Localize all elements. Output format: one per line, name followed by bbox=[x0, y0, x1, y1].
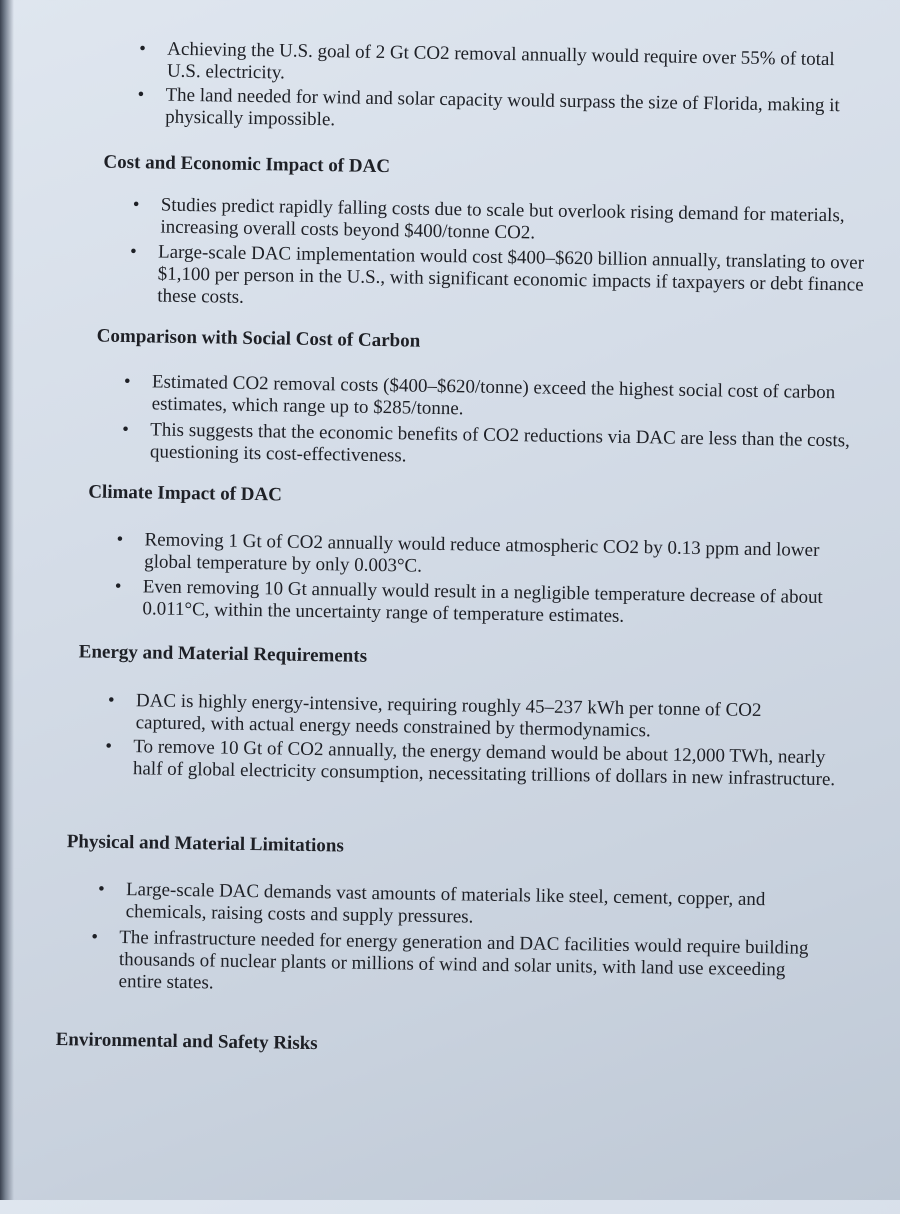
list-item bbox=[122, 418, 851, 474]
bullet-icon: • bbox=[107, 689, 115, 711]
bullet-text: Large-scale DAC implementation would cost $400–$620 billion annually, translating to over $1,100 per person in the U.S., with significant economic impacts if taxpayers or debt finance these costs. bbox=[157, 241, 865, 308]
bullet-text: The land needed for wind and solar capacity would surpass the size of Florida, making it physically impossible. bbox=[165, 84, 840, 131]
bullet-text: Large-scale DAC demands vast amounts of materials like steel, cement, copper, and chemicals, raising costs and supply pressures. bbox=[125, 879, 766, 928]
bullet-text: Estimated CO2 removal costs ($400–$620/tonne) exceed the highest social cost of carbon estimates, which range up to $285/tonne. bbox=[151, 371, 836, 420]
bullet-icon: • bbox=[91, 926, 99, 948]
bullet-icon: • bbox=[122, 418, 130, 441]
section-heading: Environmental and Safety Risks bbox=[55, 1029, 318, 1055]
bullet-icon: • bbox=[97, 878, 105, 900]
section-heading: Cost and Economic Impact of DAC bbox=[103, 151, 391, 178]
bullet-text: The infrastructure needed for energy generation and DAC facilities would require building thousands of nuclear plants or millions of wind and solar units, with land use exceeding entire states. bbox=[118, 926, 809, 994]
section-heading: Energy and Material Requirements bbox=[78, 641, 368, 667]
bullet-icon: • bbox=[114, 575, 122, 597]
list-item bbox=[116, 528, 855, 584]
section-heading: Comparison with Social Cost of Carbon bbox=[96, 325, 421, 352]
list-item bbox=[97, 878, 827, 934]
list-item bbox=[114, 575, 858, 631]
bullet-text: Even removing 10 Gt annually would result in a negligible temperature decrease of about 0.011°C, within the uncertainty range of temperature estimates. bbox=[142, 576, 823, 627]
section-heading: Physical and Material Limitations bbox=[66, 831, 344, 857]
bullet-text: Removing 1 Gt of CO2 annually would reduce atmospheric CO2 by 0.13 ppm and lower global temperature by only 0.003°C. bbox=[144, 529, 820, 577]
list-item bbox=[139, 38, 858, 94]
list-item bbox=[132, 194, 861, 250]
bullet-icon: • bbox=[137, 84, 145, 106]
bullet-text: This suggests that the economic benefits of CO2 reductions via DAC are less than the costs, questioning its cost-effectiveness. bbox=[149, 419, 851, 467]
list-item bbox=[129, 241, 868, 319]
bullet-icon: • bbox=[105, 735, 113, 757]
list-item bbox=[105, 735, 846, 791]
list-item bbox=[123, 370, 862, 426]
bullet-icon: • bbox=[132, 194, 140, 216]
bullet-icon: • bbox=[123, 370, 131, 393]
bullet-text: Achieving the U.S. goal of 2 Gt CO2 removal annually would require over 55% of total U.S. electricity. bbox=[166, 38, 835, 84]
list-item bbox=[91, 926, 831, 1004]
bullet-icon: • bbox=[116, 528, 124, 551]
section-heading: Climate Impact of DAC bbox=[88, 481, 283, 506]
list-item bbox=[137, 84, 856, 140]
bullet-text: To remove 10 Gt of CO2 annually, the energy demand would be about 12,000 TWh, nearly half of global electricity consumption, necessitating trillions of dollars in new infrastructure. bbox=[132, 736, 836, 791]
bullet-icon: • bbox=[129, 241, 137, 263]
bullet-text: Studies predict rapidly falling costs due to scale but overlook rising demand for materials, increasing overall costs beyond $400/tonne CO2. bbox=[160, 194, 845, 244]
bullet-icon: • bbox=[139, 38, 147, 60]
bullet-text: DAC is highly energy-intensive, requiring roughly 45–237 kWh per tonne of CO2 captured, with actual energy needs constrained by thermodynamics. bbox=[135, 690, 762, 742]
